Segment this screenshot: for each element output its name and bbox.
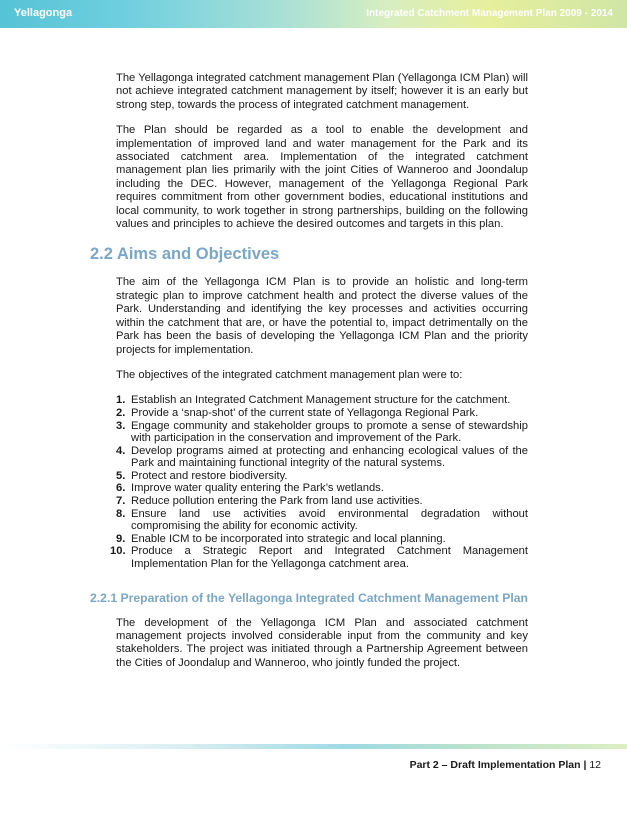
page-number: 12 — [589, 759, 601, 771]
preparation-paragraph: The development of the Yellagonga ICM Plan and associated catchment management projects involved considerable input from the community and key stakeholders. The project was initiated through a Partnership Agreement between the Cities of Joondalup and Wanneroo, who jointly funded the project. — [116, 616, 528, 669]
list-item — [116, 508, 528, 533]
list-text: Improve water quality entering the Park’s wetlands. — [131, 482, 384, 495]
list-number: 5. — [116, 469, 126, 482]
list-number: 6. — [116, 482, 126, 495]
list-item — [116, 407, 528, 420]
list-number: 2. — [116, 406, 126, 419]
list-text: Produce a Strategic Report and Integrated Catchment Management Implementation Plan for the Yellagonga catchment area. — [131, 545, 528, 571]
footer-separator: | — [580, 759, 590, 771]
header-right-title: Integrated Catchment Management Plan 2009 - 2014 — [366, 8, 613, 19]
list-text: Reduce pollution entering the Park from land use activities. — [131, 495, 423, 508]
list-number: 4. — [116, 444, 126, 457]
page-footer — [410, 759, 601, 771]
list-text: Engage community and stakeholder groups to promote a sense of stewardship with participation in the conservation and improvement of the Park. — [131, 419, 528, 445]
header-banner — [0, 0, 627, 28]
intro-paragraph-1: The Yellagonga integrated catchment management Plan (Yellagonga ICM Plan) will not achieve integrated catchment management by itself; however it is an early but strong step, towards the process of integrated catchment management. — [116, 72, 528, 111]
footer-banner — [0, 744, 627, 749]
header-left-title: Yellagonga — [14, 7, 73, 19]
list-number: 10. — [110, 545, 126, 558]
list-text: Provide a ‘snap-shot’ of the current state of Yellagonga Regional Park. — [131, 406, 479, 419]
aims-paragraph: The aim of the Yellagonga ICM Plan is to provide an holistic and long-term strategic plan to improve catchment health and protect the diverse values of the Park. Understanding and identifying the key processes and activities occurring within the catchment that are, or have the potential to, impact detrimentally on the Park has been the basis of developing the Yellagonga ICM Plan and the priority projects for implementation. — [116, 276, 528, 356]
list-item — [116, 533, 528, 546]
list-item — [116, 394, 528, 407]
list-item — [116, 495, 528, 508]
list-text: Develop programs aimed at protecting and enhancing ecological values of the Park and maintaining functional integrity of the natural systems. — [131, 444, 528, 470]
list-number: 3. — [116, 419, 126, 432]
list-text: Establish an Integrated Catchment Management structure for the catchment. — [131, 394, 511, 407]
list-text: Ensure land use activities avoid environmental degradation without compromising the ability for economic activity. — [131, 507, 528, 533]
objectives-list — [110, 394, 528, 571]
list-number: 1. — [116, 394, 126, 407]
list-item — [116, 470, 528, 483]
intro-paragraph-2: The Plan should be regarded as a tool to enable the development and implementation of improved land and water management for the Park and its associated catchment area. Implementation of the integrated catchment management plan lies primarily with the joint Cities of Wanneroo and Joondalup including the DEC. However, management of the Yellagonga Regional Park requires commitment from other government bodies, educational institutions and local community, to work together in strong partnerships, building on the following values and principles to achieve the desired outcomes and targets in this plan. — [116, 124, 528, 231]
footer-part-label: Part 2 – Draft Implementation Plan — [409, 759, 581, 771]
page-content — [90, 72, 528, 682]
list-item — [116, 445, 528, 470]
objectives-intro: The objectives of the integrated catchment management plan were to: — [116, 368, 463, 381]
list-number: 8. — [116, 507, 126, 520]
list-text: Protect and restore biodiversity. — [131, 469, 288, 482]
list-item — [116, 420, 528, 445]
section-heading-aims: 2.2 Aims and Objectives — [90, 245, 280, 264]
list-number: 9. — [116, 532, 126, 545]
subsection-heading-preparation: 2.2.1 Preparation of the Yellagonga Integrated Catchment Management Plan — [90, 590, 528, 605]
list-item — [110, 545, 528, 571]
list-text: Enable ICM to be incorporated into strategic and local planning. — [131, 532, 446, 545]
list-number: 7. — [116, 495, 126, 508]
list-item — [116, 482, 528, 495]
